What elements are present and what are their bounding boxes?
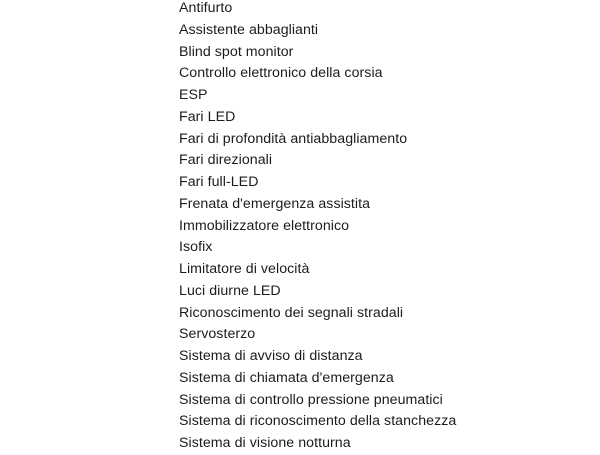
- list-item-visione-notturna: Sistema di visione notturna: [179, 435, 351, 451]
- list-item-pressione-pneumatici: Sistema di controllo pressione pneumatici: [179, 391, 443, 408]
- list-item-isofix: Isofix: [179, 239, 213, 256]
- list-item-riconoscimento-segnali: Riconoscimento dei segnali stradali: [179, 304, 404, 321]
- list-item-fari-full-led: Fari full-LED: [179, 174, 259, 190]
- list-item-esp: ESP: [179, 87, 208, 103]
- list-item-luci-diurne-led: Luci diurne LED: [179, 282, 281, 299]
- list-item-antifurto: Antifurto: [179, 0, 233, 16]
- list-item-assistente-abbaglianti: Assistente abbaglianti: [179, 21, 319, 38]
- list-item-fari-profondita: Fari di profondità antiabbagliamento: [179, 130, 408, 147]
- list-item-blind-spot-monitor: Blind spot monitor: [179, 43, 294, 60]
- list-item-riconoscimento-stanchezza: Sistema di riconoscimento della stanchezza: [179, 413, 457, 430]
- list-item-fari-led: Fari LED: [179, 108, 236, 125]
- list-item-avviso-distanza: Sistema di avviso di distanza: [179, 348, 363, 364]
- list-item-frenata-emergenza: Frenata d'emergenza assistita: [179, 195, 371, 212]
- list-item-fari-direzionali: Fari direzionali: [179, 152, 273, 169]
- list-item-controllo-corsia: Controllo elettronico della corsia: [179, 65, 383, 82]
- list-item-immobilizzatore: Immobilizzatore elettronico: [179, 217, 350, 234]
- list-item-chiamata-emergenza: Sistema di chiamata d'emergenza: [179, 369, 394, 386]
- list-item-servosterzo: Servosterzo: [179, 326, 256, 343]
- list-item-limitatore-velocita: Limitatore di velocità: [179, 261, 310, 277]
- safety-features-list: [179, 0, 456, 455]
